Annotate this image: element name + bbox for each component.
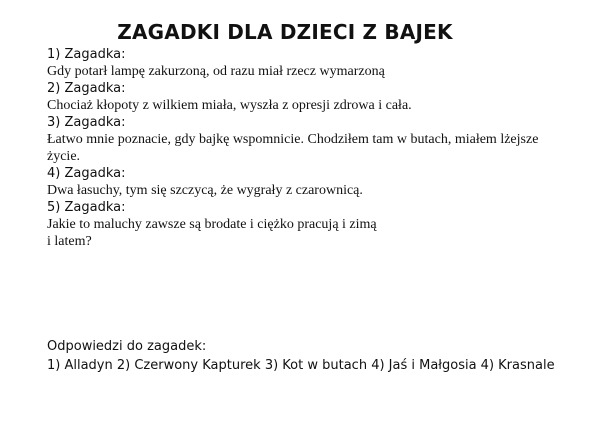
riddle-label: 5) Zagadka: bbox=[47, 200, 126, 215]
riddle-item bbox=[47, 114, 567, 165]
riddle-item bbox=[47, 80, 567, 114]
answers-heading: Odpowiedzi do zagadek: bbox=[47, 339, 207, 354]
riddle-text: Łatwo mnie poznacie, gdy bajkę wspomnicie. Chodziłem tam w butach, miałem lżejsze życie. bbox=[47, 132, 539, 164]
riddle-text: Dwa łasuchy, tym się szczycą, że wygrały z czarownicą. bbox=[47, 183, 363, 198]
riddle-item bbox=[47, 165, 567, 199]
riddle-label: 1) Zagadka: bbox=[47, 47, 126, 62]
riddle-label: 3) Zagadka: bbox=[47, 115, 126, 130]
riddle-text: Jakie to maluchy zawsze są brodate i ciężko pracują i zimą i latem? bbox=[47, 217, 377, 249]
answers-section bbox=[47, 337, 587, 375]
riddle-item bbox=[47, 199, 567, 250]
page-title: ZAGADKI DLA DZIECI Z BAJEK bbox=[117, 20, 453, 44]
riddle-text: Chociaż kłopoty z wilkiem miała, wyszła z opresji zdrowa i cała. bbox=[47, 98, 412, 113]
riddle-label: 2) Zagadka: bbox=[47, 81, 126, 96]
answers-text: 1) Alladyn 2) Czerwony Kapturek 3) Kot w butach 4) Jaś i Małgosia 4) Krasnale bbox=[47, 358, 555, 373]
riddle-label: 4) Zagadka: bbox=[47, 166, 126, 181]
riddle-text: Gdy potarł lampę zakurzoną, od razu miał rzecz wymarzoną bbox=[47, 64, 385, 79]
riddle-list bbox=[47, 46, 567, 250]
riddle-item bbox=[47, 46, 567, 80]
